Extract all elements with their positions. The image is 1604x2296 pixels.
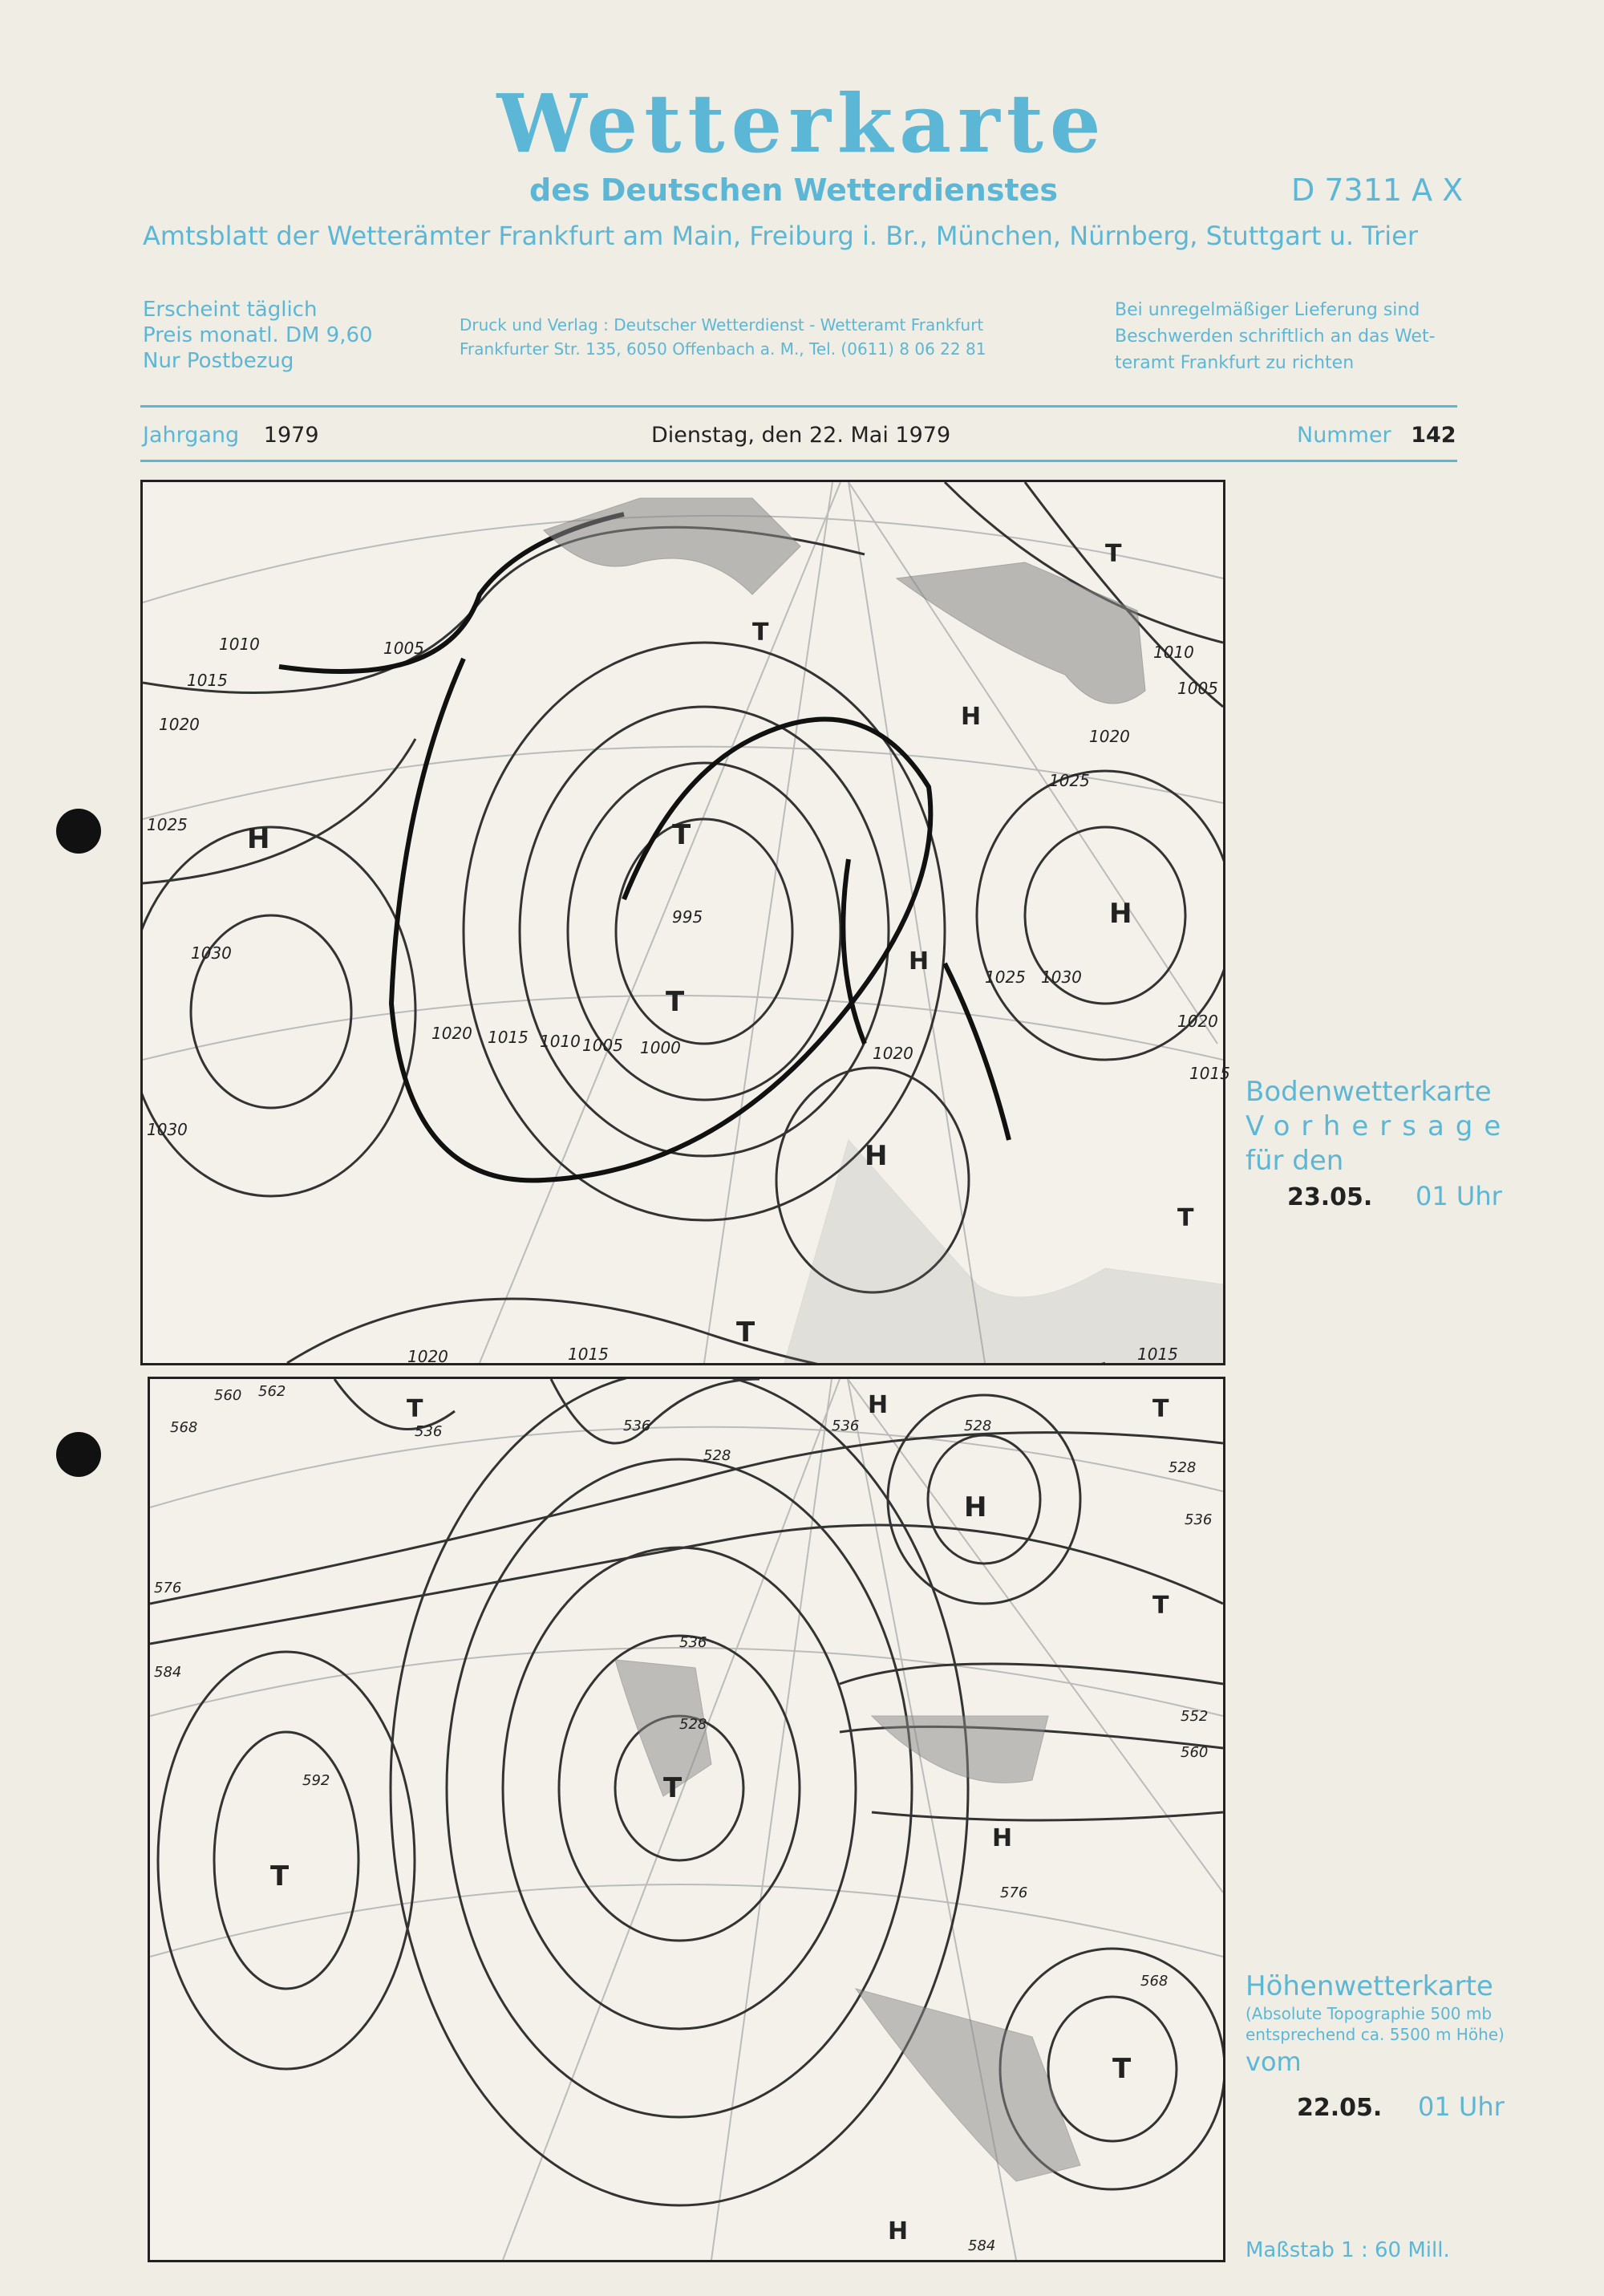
height-center-label: T: [1152, 1592, 1169, 1620]
isobar-label: 1015: [568, 1345, 609, 1364]
header-rule-top: [140, 405, 1457, 408]
complaints-info: Bei unregelmäßiger Lieferung sind Beschwerden schriftlich an das Wet- teramt Frankfurt zu richten: [1115, 300, 1436, 373]
pressure-center-label: T: [1177, 1204, 1194, 1232]
surface-map-caption: Bodenwetterkarte Vorhersage für den: [1246, 1076, 1513, 1177]
pressure-center-label: H: [1109, 898, 1132, 930]
nummer: Nummer 142: [1297, 423, 1456, 448]
height-label: 576: [1000, 1884, 1028, 1901]
pressure-center-label: H: [961, 703, 982, 731]
height-center-label: H: [992, 1824, 1013, 1852]
surface-forecast-map: [140, 480, 1230, 1366]
height-center-label: T: [407, 1395, 423, 1423]
isobar-label: 1015: [1137, 1345, 1178, 1364]
pressure-center-label: T: [1105, 540, 1122, 568]
height-label: 568: [1140, 1973, 1169, 1990]
pressure-center-label: H: [865, 1140, 888, 1172]
height-label: 584: [968, 2237, 996, 2254]
height-label: 528: [679, 1716, 707, 1733]
height-label: 528: [703, 1447, 731, 1464]
upper-map-date: 22.05.: [1297, 2094, 1383, 2122]
height-label: 560: [1181, 1744, 1209, 1761]
height-center-label: H: [964, 1491, 987, 1523]
jahrgang: Jahrgang 1979: [143, 423, 319, 448]
pressure-center-label: T: [666, 986, 685, 1018]
isobar-label: 1015: [187, 671, 228, 690]
height-center-label: T: [663, 1772, 683, 1804]
height-center-label: T: [270, 1860, 290, 1892]
isobar-label: 1010: [540, 1032, 581, 1051]
newspaper-title: Wetterkarte: [496, 76, 1108, 171]
pressure-center-label: T: [672, 819, 691, 851]
height-label: 536: [415, 1423, 443, 1440]
isobar-label: 1020: [407, 1347, 448, 1366]
isobar-label: 1025: [985, 967, 1026, 987]
height-label: 536: [679, 1634, 707, 1651]
subscription-info: Erscheint täglich Preis monatl. DM 9,60 Nur Postbezug: [143, 298, 373, 373]
pressure-center-label: T: [752, 619, 769, 647]
height-center-label: T: [1112, 2053, 1132, 2085]
height-label: 568: [170, 1419, 198, 1436]
subtitle: des Deutschen Wetterdienstes: [529, 172, 1059, 208]
map-scale: Maßstab 1 : 60 Mill.: [1246, 2238, 1450, 2262]
isobar-label: 1020: [1177, 1012, 1218, 1031]
height-label: 562: [258, 1383, 286, 1400]
isobar-label: 1015: [1189, 1064, 1230, 1083]
height-center-label: H: [888, 2217, 909, 2245]
isobar-label: 1015: [488, 1028, 529, 1047]
surface-map-time: 01 Uhr: [1416, 1181, 1502, 1211]
punch-hole: [56, 809, 101, 854]
height-label: 552: [1181, 1708, 1209, 1725]
isobar-label: 1005: [1177, 679, 1218, 698]
surface-map-date: 23.05.: [1287, 1183, 1373, 1211]
height-label: 592: [302, 1772, 330, 1789]
upper-map-time: 01 Uhr: [1418, 2091, 1505, 2122]
height-label: 536: [623, 1418, 651, 1434]
upper-air-map: [148, 1377, 1225, 2262]
height-label: 560: [214, 1387, 242, 1404]
publisher-info: Druck und Verlag : Deutscher Wetterdienst - Wetteramt Frankfurt Frankfurter Str. 135, 6050 Offenbach a. M., Tel. (0611) 8 06 22 81: [460, 315, 986, 359]
isobar-label: 1005: [383, 639, 424, 658]
height-label: 528: [964, 1418, 992, 1434]
isobar-label: 1000: [640, 1038, 681, 1057]
isobar-label: 1025: [1049, 771, 1090, 790]
isobar-label: 1025: [147, 815, 188, 834]
header-rule-bottom: [140, 460, 1457, 462]
isobar-label: 1020: [1089, 727, 1130, 746]
isobar-label: 1020: [159, 715, 200, 734]
height-label: 576: [154, 1580, 182, 1596]
punch-hole: [56, 1432, 101, 1477]
height-center-label: T: [1152, 1395, 1169, 1423]
isobar-label: 1010: [1153, 643, 1194, 662]
isobar-label: 1020: [431, 1024, 472, 1043]
pressure-center-label: H: [909, 947, 930, 976]
isobar-label: 1030: [191, 943, 232, 963]
height-label: 528: [1169, 1459, 1197, 1476]
issue-date: Dienstag, den 22. Mai 1979: [651, 423, 951, 448]
isobar-label: 995: [672, 907, 703, 927]
isobar-label: 1030: [147, 1120, 188, 1139]
pressure-center-label: H: [247, 823, 270, 855]
height-label: 536: [1185, 1511, 1213, 1528]
isobar-label: 1010: [219, 635, 260, 654]
upper-map-caption: Höhenwetterkarte (Absolute Topographie 500 mb entsprechend ca. 5500 m Höhe) vom: [1246, 1970, 1505, 2077]
isobar-label: 1030: [1041, 967, 1082, 987]
publication-code: D 7311 A X: [1291, 172, 1464, 208]
amtsblatt-line: Amtsblatt der Wetterämter Frankfurt am Main, Freiburg i. Br., München, Nürnberg, Stuttgart u. Trier: [143, 221, 1418, 251]
isobar-label: 1020: [873, 1044, 913, 1063]
height-label: 584: [154, 1664, 182, 1681]
pressure-center-label: T: [736, 1316, 755, 1349]
upper-air-map-drawing: [150, 1379, 1223, 2260]
isobar-label: 1005: [582, 1036, 623, 1055]
height-center-label: H: [868, 1391, 889, 1419]
height-label: 536: [832, 1418, 860, 1434]
